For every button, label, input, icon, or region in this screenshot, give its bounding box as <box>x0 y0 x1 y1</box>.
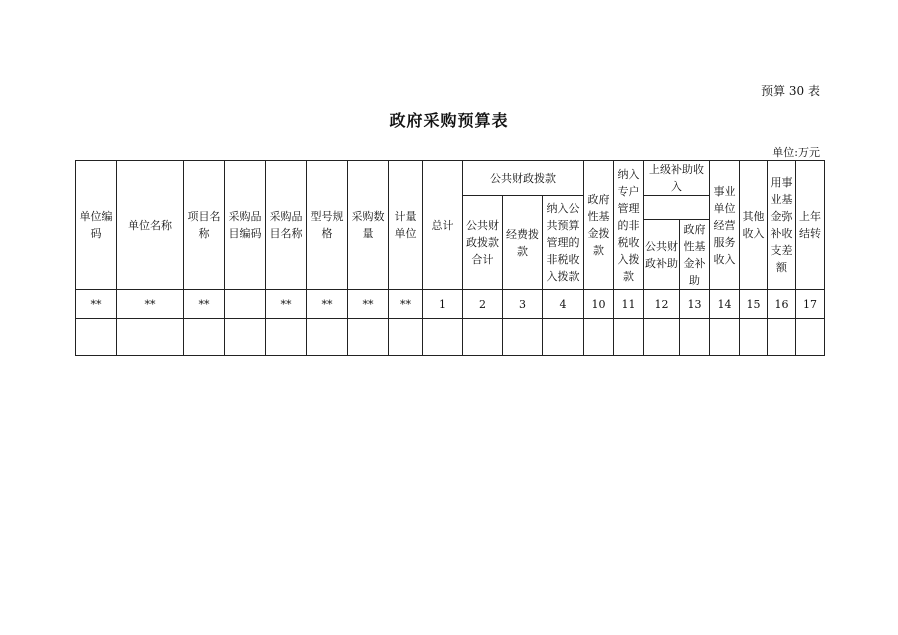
index-cell: 16 <box>768 290 796 319</box>
col-header-unit-code: 单位编码 <box>76 161 117 290</box>
col-header-public-subsidy: 公共财政补助 <box>644 220 680 290</box>
index-cell: 1 <box>423 290 463 319</box>
data-cell <box>184 319 225 356</box>
col-header-item-code: 采购品目编码 <box>225 161 266 290</box>
col-header-business-income: 事业单位经营服务收入 <box>710 161 740 290</box>
data-cell <box>614 319 644 356</box>
index-cell: 17 <box>796 290 825 319</box>
data-cell <box>348 319 389 356</box>
form-number: 预算 30 表 <box>761 84 820 98</box>
data-cell <box>266 319 307 356</box>
index-cell: 13 <box>680 290 710 319</box>
col-header-project-name: 项目名称 <box>184 161 225 290</box>
col-header-other-income: 其他收入 <box>740 161 768 290</box>
data-cell <box>543 319 584 356</box>
data-cell <box>710 319 740 356</box>
procurement-budget-table <box>75 160 825 356</box>
col-header-gov-fund: 政府性基金拨款 <box>584 161 614 290</box>
index-cell: ** <box>266 290 307 319</box>
data-cell <box>644 319 680 356</box>
header-row-1 <box>76 161 825 196</box>
index-cell <box>225 290 266 319</box>
data-row-empty <box>76 319 825 356</box>
index-cell: 14 <box>710 290 740 319</box>
data-cell <box>76 319 117 356</box>
col-header-gov-fund-subsidy: 政府性基金补助 <box>680 220 710 290</box>
col-header-business-fund: 用事业基金弥补收支差额 <box>768 161 796 290</box>
data-cell <box>740 319 768 356</box>
group-header-upper-subsidy: 上级补助收入 <box>644 161 710 196</box>
data-cell <box>768 319 796 356</box>
col-header-total: 总计 <box>423 161 463 290</box>
index-cell: 2 <box>463 290 503 319</box>
col-header-quantity: 采购数量 <box>348 161 389 290</box>
col-header-unit-name: 单位名称 <box>117 161 184 290</box>
data-cell <box>503 319 543 356</box>
data-cell <box>796 319 825 356</box>
data-cell <box>117 319 184 356</box>
index-cell: 15 <box>740 290 768 319</box>
data-cell <box>307 319 348 356</box>
index-cell: ** <box>307 290 348 319</box>
col-header-public-total: 公共财政拨款合计 <box>463 196 503 290</box>
data-cell <box>225 319 266 356</box>
unit-label: 单位:万元 <box>772 146 820 159</box>
index-cell: ** <box>117 290 184 319</box>
col-header-public-nontax: 纳入公共预算管理的非税收入拨款 <box>543 196 584 290</box>
col-header-fund-allocation: 经费拨款 <box>503 196 543 290</box>
index-row <box>76 290 825 319</box>
data-cell <box>389 319 423 356</box>
col-header-item-name: 采购品目名称 <box>266 161 307 290</box>
group-header-public-finance: 公共财政拨款 <box>463 161 584 196</box>
index-cell: 4 <box>543 290 584 319</box>
index-cell: 10 <box>584 290 614 319</box>
index-cell: 12 <box>644 290 680 319</box>
index-cell: ** <box>389 290 423 319</box>
data-cell <box>680 319 710 356</box>
col-header-carryover: 上年结转 <box>796 161 825 290</box>
data-cell <box>584 319 614 356</box>
data-cell <box>463 319 503 356</box>
col-header-measure-unit: 计量单位 <box>389 161 423 290</box>
col-header-model-spec: 型号规格 <box>307 161 348 290</box>
page-title: 政府采购预算表 <box>389 111 509 130</box>
index-cell: 3 <box>503 290 543 319</box>
index-cell: 11 <box>614 290 644 319</box>
col-header-special-account-nontax: 纳入专户管理的非税收入拨款 <box>614 161 644 290</box>
index-cell: ** <box>184 290 225 319</box>
index-cell: ** <box>76 290 117 319</box>
data-cell <box>423 319 463 356</box>
index-cell: ** <box>348 290 389 319</box>
